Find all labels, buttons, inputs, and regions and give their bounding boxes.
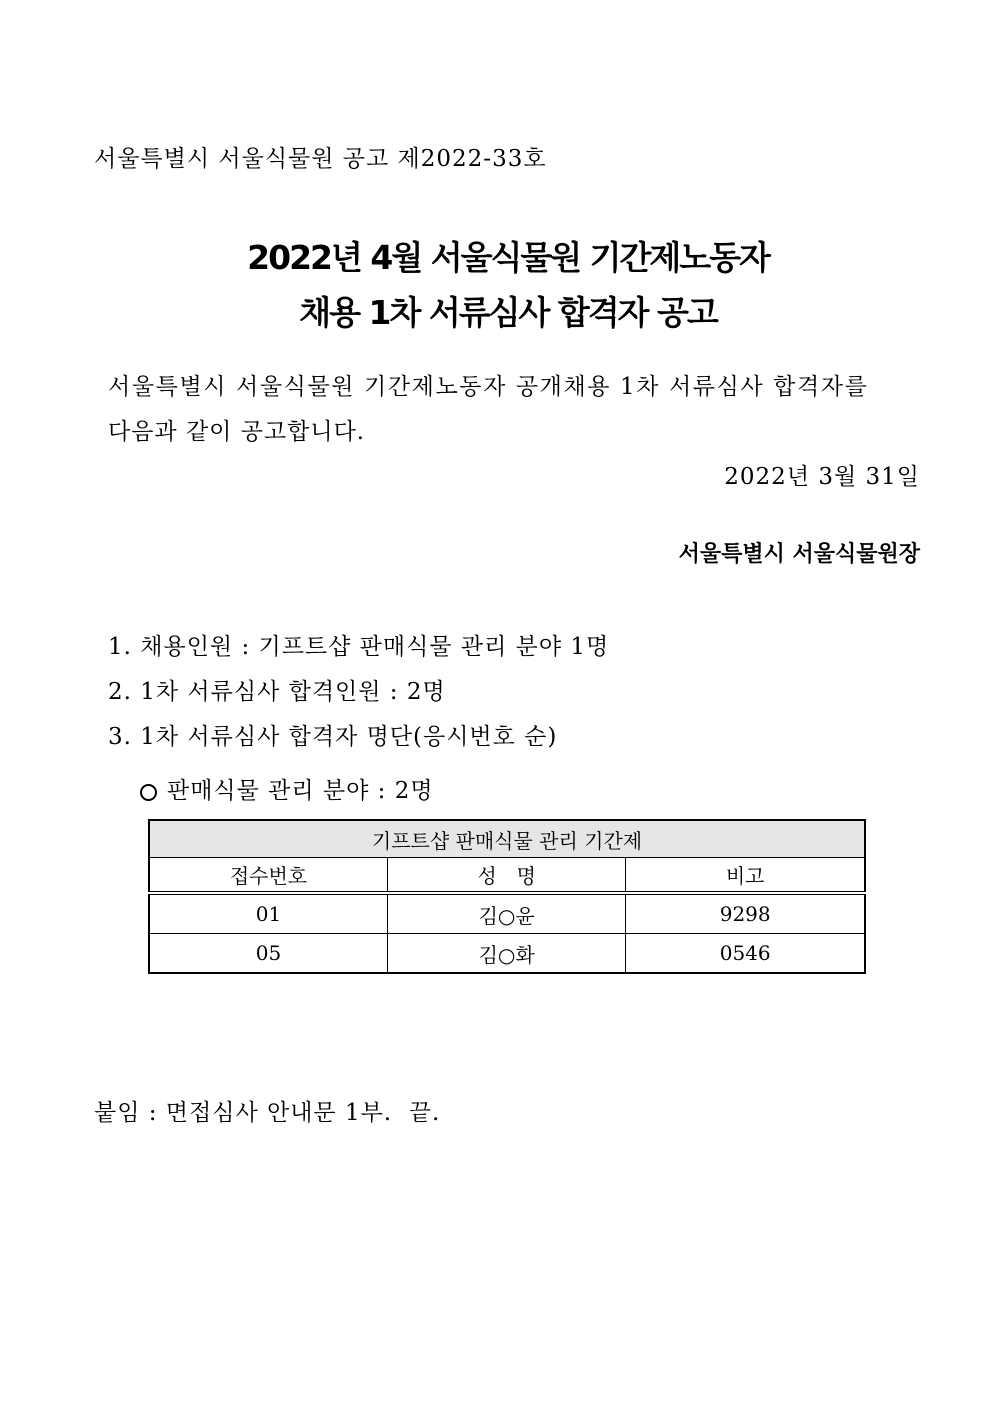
sub-item <box>140 772 434 805</box>
cell-name: 김○화 <box>387 934 625 974</box>
table-row <box>149 934 865 974</box>
title-line-1: 2022년 4월 서울식물원 기간제노동자 <box>247 238 769 277</box>
cell-note: 9298 <box>626 893 865 934</box>
item-1: 1. 채용인원 : 기프트샵 판매식물 관리 분야 1명 <box>108 634 610 660</box>
cell-receipt-number: 05 <box>149 934 387 974</box>
cell-receipt-number: 01 <box>149 893 387 934</box>
title-line-2: 채용 1차 서류심사 합격자 공고 <box>299 293 717 332</box>
header-note: 비고 <box>626 858 865 894</box>
header-receipt-number: 접수번호 <box>149 858 387 894</box>
body-line-2: 다음과 같이 공고합니다. <box>108 419 366 445</box>
table-caption: 기프트샵 판매식물 관리 기간제 <box>149 820 865 858</box>
table-row <box>149 893 865 934</box>
cell-name: 김○윤 <box>387 893 625 934</box>
attachment: 붙임 : 면접심사 안내문 1부. 끝. <box>94 1100 441 1126</box>
signatory: 서울특별시 서울식물원장 <box>678 542 920 567</box>
body-line-1: 서울특별시 서울식물원 기간제노동자 공개채용 1차 서류심사 합격자를 <box>108 374 869 400</box>
notice-number: 서울특별시 서울식물원 공고 제2022-33호 <box>94 146 547 172</box>
passers-table <box>148 819 866 974</box>
cell-note: 0546 <box>626 934 865 974</box>
item-2: 2. 1차 서류심사 합격인원 : 2명 <box>108 679 446 705</box>
item-3: 3. 1차 서류심사 합격자 명단(응시번호 순) <box>108 724 558 750</box>
date: 2022년 3월 31일 <box>724 464 920 490</box>
sub-item-text: 판매식물 관리 분야 : 2명 <box>167 778 434 804</box>
header-name: 성 명 <box>387 858 625 894</box>
circle-bullet-icon <box>140 784 157 801</box>
